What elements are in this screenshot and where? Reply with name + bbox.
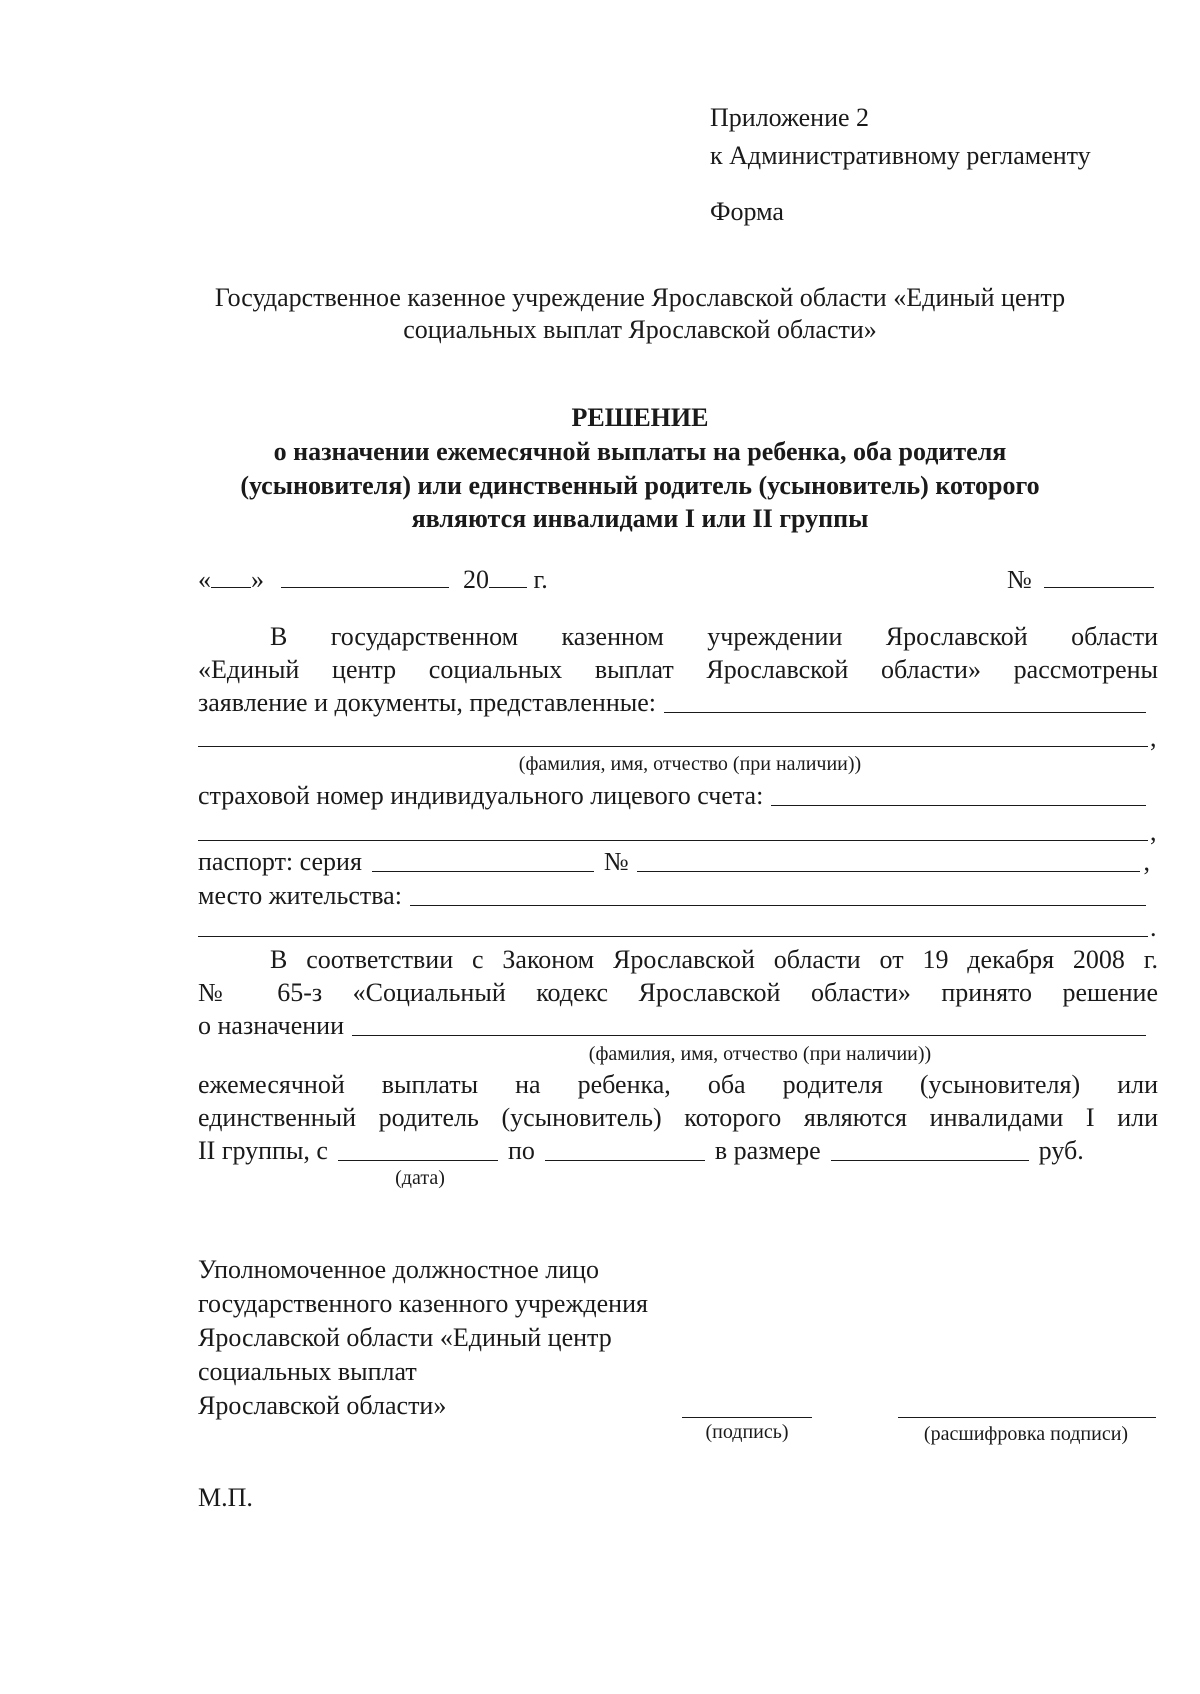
number-row [1007,563,1154,596]
form-label: Форма [710,197,784,226]
date-open-quote: « [198,565,211,594]
end-date-blank[interactable] [545,1136,705,1161]
month-blank[interactable] [281,563,449,588]
residence-blank-1[interactable] [410,905,1146,906]
official-line-5: Ярославской области» [198,1391,447,1420]
passport-number-blank[interactable] [637,871,1140,872]
intro-line-2: «Единый центр социальных выплат Ярославской области» рассмотрены [198,655,1158,684]
date-close-quote: » [251,565,264,594]
official-line-3: Ярославской области «Единый центр [198,1323,612,1352]
recipient-name-caption: (фамилия, имя, отчество (при наличии)) [588,1043,932,1065]
decision-subject-line-3: являются инвалидами I или II группы [411,504,869,533]
applicant-name-blank-2[interactable] [198,746,1148,747]
residence-blank-2[interactable] [198,936,1148,937]
recipient-name-blank[interactable] [352,1035,1146,1036]
passport-row [198,846,1150,878]
comma-2: , [1150,817,1157,846]
decision-line-1: В соответствии с Законом Ярославской области от 19 декабря 2008 г. [270,945,1158,974]
stamp-placeholder: М.П. [198,1483,253,1512]
to-label: по [507,1136,535,1165]
period-1: . [1150,913,1157,942]
residence-row [198,880,1150,912]
official-line-4: социальных выплат [198,1357,417,1386]
decision-line-2: № 65-з «Социальный кодекс Ярославской области» принято решение [198,978,1158,1007]
year-prefix: 20 [463,565,489,594]
amount-label: в размере [714,1136,821,1165]
decision-line-5: единственный родитель (усыновитель) которого являются инвалидами I или [198,1103,1158,1132]
snils-blank[interactable] [771,805,1146,806]
decision-line-3 [198,1010,1150,1042]
decision-line-6 [198,1135,1158,1167]
currency-label: руб. [1038,1136,1084,1165]
year-suffix: г. [533,565,548,594]
intro-line-1: В государственном казенном учреждении Ярославской области [270,622,1158,651]
comma-3: , [1143,847,1150,876]
snils-blank-2[interactable] [198,840,1148,841]
presented-by-label: заявление и документы, представленные: [198,688,656,717]
amount-blank[interactable] [831,1136,1029,1161]
date-row [198,563,548,596]
year-blank[interactable] [489,563,527,588]
comma-1: , [1150,723,1157,752]
decision-line-4: ежемесячной выплаты на ребенка, оба родителя (усыновителя) или [198,1070,1158,1099]
signature-decoding-blank[interactable] [898,1417,1156,1418]
assignment-label: о назначении [198,1011,344,1040]
decision-subject-line-2: (усыновителя) или единственный родитель (усыновитель) которого [240,471,1040,500]
passport-series-blank[interactable] [372,847,594,872]
start-date-blank[interactable] [338,1136,498,1161]
signature-blank[interactable] [682,1417,812,1418]
day-blank[interactable] [211,563,251,588]
date-caption: (дата) [395,1167,445,1189]
applicant-name-caption: (фамилия, имя, отчество (при наличии)) [518,753,862,775]
passport-series-label: паспорт: серия [198,847,362,876]
decision-heading: РЕШЕНИЕ [571,403,709,432]
intro-line-3 [198,687,1150,719]
official-line-2: государственного казенного учреждения [198,1289,648,1318]
decision-subject-line-1: о назначении ежемесячной выплаты на ребенка, оба родителя [273,437,1007,466]
institution-line-2: социальных выплат Ярославской области» [403,315,877,344]
group-from-label: II группы, с [198,1136,328,1165]
signature-caption: (подпись) [705,1421,789,1443]
decision-number-blank[interactable] [1044,563,1154,588]
residence-label: место жительства: [198,881,402,910]
official-line-1: Уполномоченное должностное лицо [198,1255,600,1284]
institution-line-1: Государственное казенное учреждение Ярославской области «Единый центр [214,283,1066,312]
applicant-name-blank-1[interactable] [664,712,1146,713]
appendix-number: Приложение 2 [710,103,870,132]
snils-label: страховой номер индивидуального лицевого счета: [198,781,764,810]
passport-number-label: № [603,847,629,876]
signature-decoding-caption: (расшифровка подписи) [923,1423,1129,1445]
number-sign: № [1007,565,1032,594]
snils-row [198,780,1150,812]
appendix-regulation: к Административному регламенту [710,141,1091,170]
